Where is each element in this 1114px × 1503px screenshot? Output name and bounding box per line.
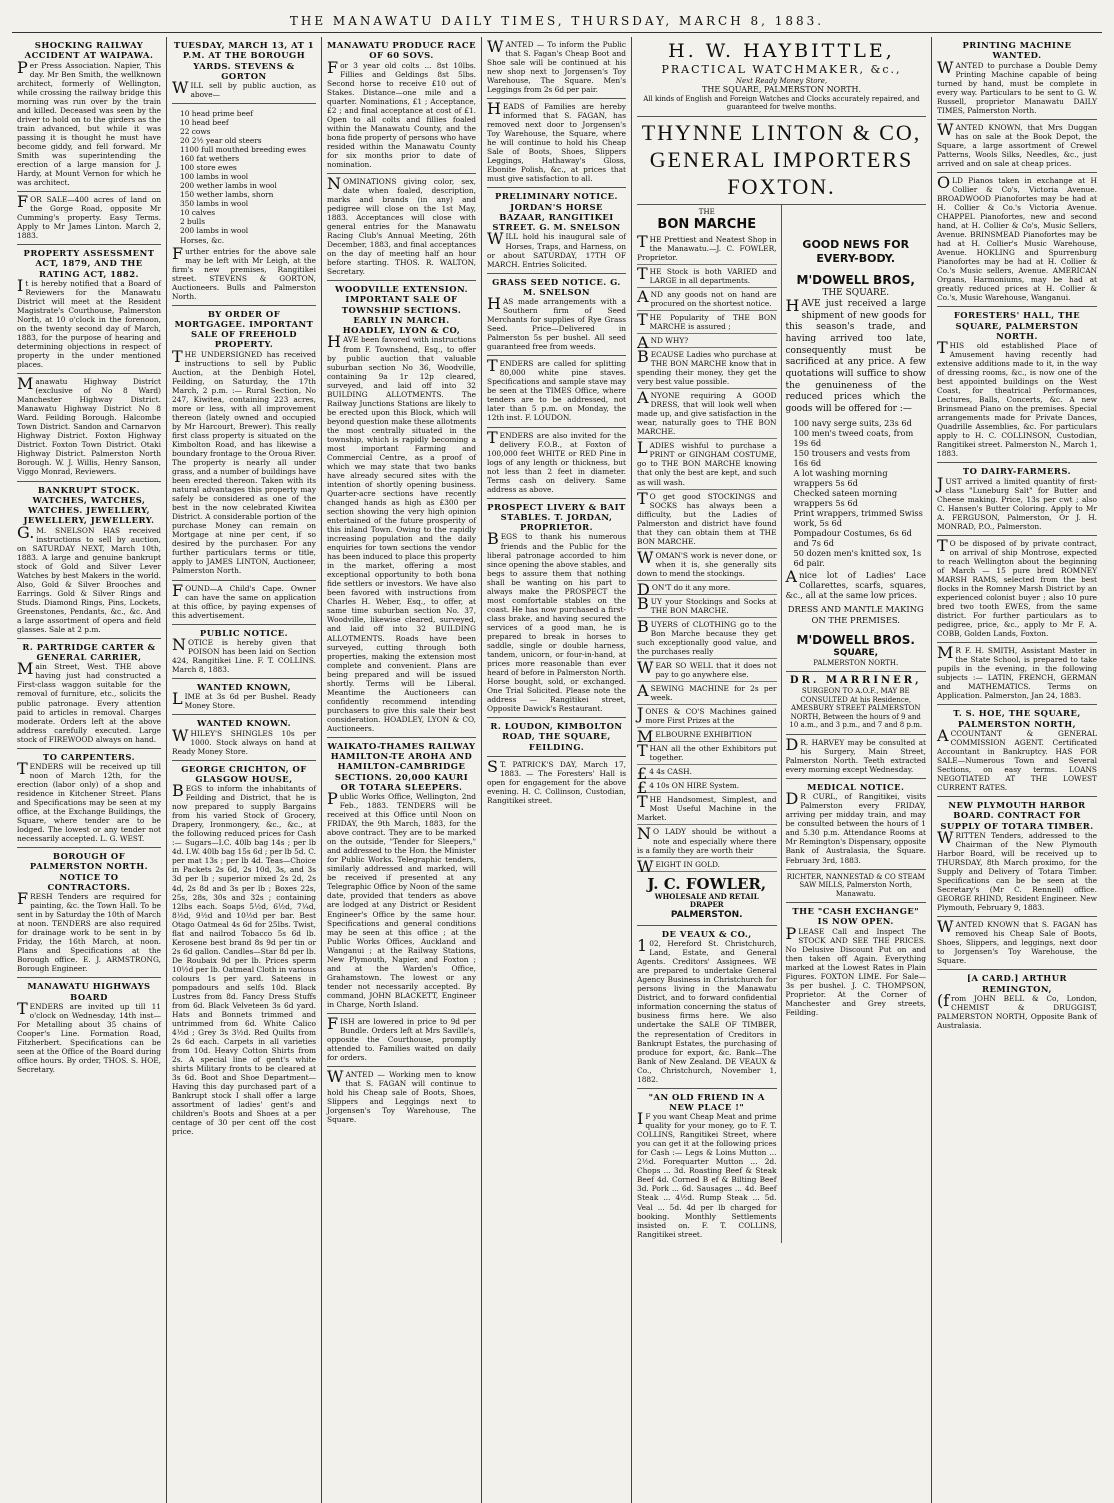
- ad-title: R. PARTRIDGE CARTER & GENERAL CARRIER,: [22, 641, 156, 663]
- col1-ad: [17, 749, 161, 849]
- ad-body: JUST arrived a limited quantity of first-class "Luneburg Salt" for Butter and Cheese making. Price, 13s per cwt ; also C. Hansen's Butter Coloring. Apply to Mr A. FERGUSON, Palmerston, Or J. H. MONRAD, P.O., Palmerston.: [937, 473, 1097, 531]
- col4-ad: [487, 499, 626, 718]
- ad-title: T. S. HOE, THE SQUARE, PALMERSTON NORTH,: [953, 708, 1081, 729]
- medical-ad: [786, 779, 927, 870]
- bon-item: WOMAN'S work is never done, or when it is, she generally sits down to mend the stockings.: [637, 549, 777, 581]
- ad-body: BEGS to thank his numerous friends and the Public for the liberal patronage accorded to him since opening the above stables, and begs to assure them that nothing shall be wanting on his part to always make the PROSPECT the most comfortable stables on the coast. He has now purchased a first-class brake, and having secured the services of a good man, he is prepared to break in horses to saddle, single or double harness, tandem, unicorn, or four-in-hand, at prices more reasonable than ever heard of before in Palmerston North. Horse bought, sold, or exchanged. One Trial Solicited. Please note the address — Rangitikei street, Opposite Dawick's Restaurant.: [487, 529, 626, 714]
- ad-title: BY ORDER OF MORTGAGEE. IMPORTANT SALE OF FREEHOLD PROPERTY.: [174, 308, 314, 350]
- ad-body: Public Works Office, Wellington, 2nd Feb., 1883. TENDERS will be received at this Office until Noon on FRIDAY, the 9th March, 1883, for the above contract. They are to be marked on the outside, "Tender for Sleepers," and addressed to the Hon. the Minister for Public Works. Telegraphic tenders, similarly addressed and marked, will be received if presented at any Telegraphic Office by Noon of the same date, provided that tenders as above are lodged at any District or Resident Engineer's Office by the same hour. Specifications and general conditions may be seen at this office ; at the Public Works Offices, Auckland and Wanganui ; at the Railway Stations, New Plymouth, Napier, and Foxton ; and at the Warden's Office, Grahamstown. The lowest or any tender not necessarily accepted. By command, JOHN BLACKETT, Engineer in Charge, North Island.: [327, 789, 476, 1009]
- cash-title: THE "CASH EXCHANGE" IS NOW OPEN.: [792, 906, 920, 927]
- col2-ad: [172, 679, 316, 715]
- richter-body: RICHTER, NANNESTAD & CO STEAM SAW MILLS, Palmerston North, Manawatu.: [786, 872, 925, 898]
- good-news-item: Pompadour Costumes, 6s 6d and 7s 6d: [793, 527, 912, 548]
- col2-ad: [172, 104, 316, 306]
- ad-body: TENDERS are also invited for the delivery F.O.B., at Foxton of 100,000 feet WHITE or RED Pine in logs of any length or thickness, but not less than 2 feet in diameter. Terms cash on delivery. Same address as above.: [487, 427, 626, 494]
- col3-ad: [327, 37, 476, 174]
- richter-ad: [786, 870, 927, 904]
- ad-body: TENDERS are invited up till 11 o'clock on Wednesday, 14th inst— For Metalling about 35 chains of Cooper's Line. Formation Road, Fitzherbert. Specifications can be seen at the Office of the Board during office hours. By order, THOS. S. HOE, Secretary.: [17, 998, 161, 1075]
- ad-body: It is hereby notified that a Board of Reviewers for the Manawatu District will meet at the Resident Magistrate's Courthouse, Palmerston North, at 10 o'clock in the forenoon, on the twenty second day of March, 1883, for the purpose of hearing and determining objections in respect of property in the under mentioned places.: [17, 275, 161, 370]
- ad-body: Per Press Association. Napier, This day. Mr Ben Smith, the wellknown architect, formerly of Wellington, while crossing the railway bridge this morning was run over by the train and killed. Deceased was seen by the driver to hold on to the girders as the train advanced, but while it was passing it is thought he must have become giddy, and fell forward. Mr Smith was superintending the erection of a large mansion for J. Hardy, at Mount Vernon for which he was architect.: [17, 57, 161, 187]
- ad-title: BANKRUPT STOCK. WATCHES, WATCHES, WATCHES. JEWELLERY, JEWELLERY, JEWELLERY.: [23, 484, 155, 526]
- list-item: Horses, &c.: [180, 235, 225, 245]
- deveaux-ad: [637, 926, 777, 1089]
- col2-ad: [172, 761, 316, 1141]
- ad-body: HAVE been favored with instructions from F. Townshend, Esq., to offer by public auction that valuable suburban section No 36, Woodville, containing 9a 1r 12p cleared, surveyed, and laid off into 32 BUILDING ALLOTMENTS. The Railway Junctions Stations are likely to be erected upon this Block, which will beyond question make these allotments the most centrally situated in the township, which is rapidly becoming a most important Farming and Commercial Centre, as a proof of which we may state that two banks have already secured sites with the intention of shortly opening business. Quarter-acre sections have recently changed hands as high as £300 per section showing the very high opinion entertained of the future prosperity of this inland Town. Owing to the rapidly increasing population and the daily enquiries for town sections the vendor has been induced to place this property in the market, offering a most exceptional opportunity to both bona fide settlers or investors. We have also been favored with instructions from Charles H. Weber, Esq., to offer, at same time suburban section No. 37, Woodville, likewise cleared, surveyed, and laid off into 32 BUILDING ALLOTMENTS. Roads have been surveyed, cutting through both properties, making the extension most complete and convenient. Plans are being prepared and will be issued shortly. Terms will be Liberal. Meantime the Auctioneers can confidently recommend intending purchasers to give this sale their best consideration. HOADLEY, LYON & CO, Auctioneers.: [327, 332, 476, 733]
- list-item: 200 lambs in wool: [180, 226, 249, 236]
- col6-ad: [937, 970, 1097, 1034]
- haybittle-addr1: Next Ready Money Store,: [735, 76, 828, 85]
- col1-ad: [17, 374, 161, 481]
- fowler-name: J. C. FOWLER,: [647, 874, 767, 893]
- good-news-item: A lot washing morning wrappers 5s 6d: [793, 467, 888, 488]
- ad-body: Main Street, West. THE above having just had constructed a First-class waggon suitable for the removal of furniture, etc., solicits the public patronage. Every attention paid to articles in removal. Charges moderate. Orders left at the above address carefully executed. Large stock of FIREWOOD always on hand.: [17, 659, 161, 744]
- list-item: 100 store ewes: [180, 163, 237, 173]
- bon-item: £4 4s CASH.: [637, 765, 777, 779]
- col1-ad: [17, 639, 161, 749]
- ad-list: [172, 109, 316, 244]
- mcdowell-addr: THE SQUARE.: [822, 287, 890, 298]
- haybittle-ad: [637, 37, 926, 117]
- bon-item: LADIES wishful to purchase a PRINT or GINGHAM COSTUME, go to THE BON MARCHE knowing that only the best are kept, and such as will wash.: [637, 439, 777, 489]
- col4-ad: [487, 428, 626, 499]
- good-news-tail: Anice lot of Ladies' Lace Collarettes, scarfs, squares, &c., all at the same low prices.: [785, 566, 926, 601]
- ad-body: WANTED to purchase a Double Demy Printing Machine capable of being turned by hand, must be complete in every way. Particulars to be sent to G. W. Russell, proprietor Manawatu DAILY TIMES, Palmerston North.: [937, 57, 1097, 115]
- ad-title: MANAWATU HIGHWAYS BOARD: [27, 981, 151, 1002]
- ad-title: BOROUGH OF PALMERSTON NORTH. NOTICE TO CONTRACTORS.: [29, 851, 149, 892]
- ad-body: TO be disposed of by private contract, on arrival of ship Montrose, expected to reach Wellington about the beginning of March — 15 pure bred ROMNEY MARSH RAMS, selected from the best flocks in the Romney Marsh District by an experienced colonist buyer ; also 10 pure bred two tooth EWES, from the same district. For further particulars as to pedigree, price, &c., apply to Mr F. A. COBB, Golden Lands, Foxton.: [937, 535, 1097, 639]
- cash-body: PLEASE Call and Inspect The STOCK AND SEE THE PRICES. No Delusive Discount Put on and then taken off Again. Everything marked at the Lowest Rates in Plain Figures. FOXTON LIME. For Sale—3s per bushel. J. C. THOMPSON, Proprietor. At the Corner of Manchester and Grey streets, Feilding.: [785, 923, 926, 1017]
- ad-title: MANAWATU PRODUCE RACE OF 60 SOVS.: [327, 40, 476, 61]
- list-item: 160 fat wethers: [180, 154, 240, 164]
- ad-body: WANTED KNOWN that S. FAGAN has removed his Cheap Sale of Boots, Shoes, Slippers, and leggings, next door to Jorgensen's Toy Warehouse, the Square.: [937, 917, 1097, 966]
- bon-marche-ad: [637, 205, 777, 926]
- ad-body: FOR SALE—400 acres of land on the Gorge Road, opposite Mr Cumming's property. Easy Terms. Apply to Mr James Linton. March 2, 1883.: [17, 191, 161, 241]
- good-news-item: 100 navy serge suits, 23s 6d: [793, 417, 912, 428]
- col1-ad: [17, 848, 161, 978]
- ad-body: LIME at 3s 6d per Bushel. Ready Money Store.: [172, 689, 316, 711]
- ad-body: WANTED — Working men to know that S. FAGAN will continue to hold his Cheap sale of Boots, Shoes, Slippers and Leggings next to Jorgensen's Toy Warehouse, The Square.: [327, 1067, 476, 1125]
- ad-body: WILL sell by public auction, as above—: [172, 78, 316, 100]
- ad-body: WILL hold his inaugural sale of Horses, Traps, and Harness, on or about SATURDAY, 17TH OF MARCH. Entries Solicited.: [487, 229, 626, 269]
- ad-body: FRESH Tenders are required for painting, &c. the Town Hall. To be sent in by Saturday the 10th of March at noon. TENDERS are also required for drainage work to be sent in by Friday, the 16th March, at noon. Plans and Specifications at the Borough office. E. J. ARMSTRONG, Borough Engineer.: [17, 889, 161, 974]
- mcdowell-town: PALMERSTON NORTH.: [813, 658, 899, 667]
- fowler-line2: WHOLESALE AND RETAIL DRAPER: [654, 891, 759, 910]
- bon-title: BON MARCHE: [657, 216, 757, 232]
- ad-body: ACCOUNTANT & GENERAL COMMISSION AGENT. Certificated Accountant in Bankruptcy. HAS FOR SALE—Numerous Town and Several Sections, on easy terms. LOANS NEGOTIATED AT THE LOWEST CURRENT RATES.: [937, 725, 1097, 793]
- thynne-line2: GENERAL IMPORTERS: [649, 146, 914, 172]
- thynne-line1: THYNNE LINTON & CO,: [641, 119, 922, 145]
- bon-items: [637, 231, 777, 876]
- fowler-line3: PALMERSTON.: [670, 909, 743, 920]
- ad-body: THIS old established Place of Amusement having recently had extensive additions made to it, in the way of dressing rooms, &c., is now one of the best appointed buildings on the West Coast, for theatrical Performances, Lectures, Balls, Concerts, &c. A new Brinsmead Piano on the premises. Special arrangements made for Private Dances, Quadrille Assemblies, &c. For particulars apply to H. C. COLLINSON, Custodian, Rangitikei street. Palmerston N., March 1, 1883.: [937, 338, 1097, 459]
- good-news-body: HAVE just received a large shipment of new goods for this season's trade, and having arrived too late, consequently must be sacrificed at any price. A few quotations will suffice to show the genuineness of the reduced prices which the goods will be offered for :—: [785, 295, 926, 414]
- col5-right: [782, 205, 927, 1242]
- list-item: 350 lambs in wool: [180, 199, 249, 209]
- col6-ad: [937, 536, 1097, 643]
- haybittle-body: All kinds of English and Foreign Watches and Clocks accurately repaired, and guaranteed for twelve months.: [643, 94, 920, 112]
- ad-title: WOODVILLE EXTENSION. IMPORTANT SALE OF TOWNSHIP SECTIONS. EARLY IN MARCH. HOADLEY, LYON & CO,: [334, 284, 469, 336]
- masthead: THE MANAWATU DAILY TIMES, THURSDAY, MARCH 8, 1883.: [12, 14, 1102, 33]
- col2-ad: [172, 715, 316, 760]
- list-item: 100 lambs in wool: [180, 172, 249, 182]
- bon-item: ANYONE requiring A GOOD DRESS, that will look well when made up, and give satisfaction in the wear, naturally goes to THE BON MARCHE.: [637, 389, 777, 439]
- bon-item: THAN all the other Exhibitors put together.: [637, 742, 777, 765]
- ad-body: BEGS to inform the inhabitants of Feilding and District, that he is now prepared to supply Bargains from his varied Stock of Grocery, Drapery, Ironmongery, &c., &c., at the following reduced prices for Cash :— Sugars—I.C. 40lb bag 14s ; per lb 4d. I.W. 40lb bag 15s 6d ; per lb 5d. C. per mat 13s ; per lb 4d. Teas—Choice in Packets 2s 6d, 2s 10d, 3s, and 3s 3d per lb ; superior mixed 2s 2d, 2s 4d, 2s 8d and 3s per lb ; Boxes 22s, 25s, 28s, 30s and 32s ; containing 12lbs each. Soaps 5½d, 6½d, 7¼d, 8½d, 9½d and 10½d per bar. Best Otago Oatmeal 4s 6d for 25lbs. Twist, flat and nailrod Tobacco 5s 6d lb. Kerosene best brand 8s 9d per tin or 2s 6d gallon. Candles—Star 8d per lb. De Roubaix 9d per lb. Prices sperm 10½d per lb. Oatmeal Cloth in various colours 1s per yard. Sateens in pompadours and selfs 10d. Black Lustres from 8d. Fancy Dress Stuffs from 6d. Black Velveteen 3s 6d yard. Hats and Bonnets trimmed and untrimmed from 6d. White Calico 4½d ; Grey 3s 3½d. Red Quilts from 2s 6d each. Carpets in all varieties from 10d. Heavy Cotton Shirts from 2s. A special line of gent's white shirts Military fronts to be cleared at 3s 6d. Boot and Shoe Department—Having this day purchased part of a Bankrupt stock I shall offer a large assortment of ladies' gent's and children's Boots and Shoes at a per centage of 30 per cent off the cost price.: [172, 781, 316, 1137]
- ad-body: NOMINATIONS giving color, sex, date when foaled, description, marks and brands (in any) and pedigree will close on the 1st May, 1883. Acceptances will close with general entries for the Manawatu Racing Club's Annual Meeting, 26th December, 1883, and final acceptances on the day of meeting half an hour before starting. THOS. R. WALTON, Secretary.: [327, 173, 476, 277]
- bon-item: WEAR SO WELL that it does not pay to go anywhere else.: [637, 659, 777, 682]
- col3-ad: [327, 281, 476, 738]
- col4-ad: [487, 99, 626, 188]
- col1-ad: [17, 978, 161, 1078]
- medical-body: DR CURL, of Rangitikei, visits Palmerston every FRIDAY, arriving per midday train, and may be consulted between the hours of 1 and 5.30 p.m. Attendance Rooms at Mr Remington's Dispensary, opposite Bank of Australasia, the Square. February 3rd, 1883.: [785, 789, 926, 865]
- bon-item: DON'T do it any more.: [637, 581, 777, 595]
- good-news-item: 150 trousers and vests from 16s 6d: [793, 447, 911, 468]
- col4-ad: [487, 274, 626, 357]
- ad-title: TO CARPENTERS.: [42, 751, 136, 762]
- col1-ad: [17, 192, 161, 245]
- list-item: 10 head beef: [180, 118, 229, 128]
- col1-ad: [17, 37, 161, 192]
- ad-title: NEW PLYMOUTH HARBOR BOARD. CONTRACT FOR SUPPLY OF TOTARA TIMBER.: [940, 800, 1094, 831]
- col4-ad: [487, 757, 626, 809]
- bon-item: THE Handsomest, Simplest, and Most Useful Machine in the Market.: [637, 793, 777, 825]
- col3-ad: [327, 1014, 476, 1067]
- deveaux-title: DE VEAUX & CO.,: [661, 928, 752, 939]
- col6-ad: [937, 917, 1097, 970]
- col1-ad: [17, 482, 161, 639]
- good-news-item: Checked sateen morning wrappers 5s 6d: [793, 487, 898, 508]
- col5-split: [637, 205, 926, 1242]
- ad-title: GEORGE CRICHTON, OF GLASGOW HOUSE,: [181, 763, 307, 784]
- ad-title: R. LOUDON, KIMBOLTON ROAD, THE SQUARE, FEILDING.: [490, 721, 623, 752]
- list-item: 200 wether lambs in wool: [180, 181, 277, 191]
- bon-item: MELBOURNE EXHIBITION: [637, 728, 777, 742]
- marriner-ad: [786, 672, 927, 735]
- marriner-body: SURGEON TO A.O.F., MAY BE CONSULTED At his Residence, AMESBURY STREET PALMERSTON NORTH, Between the hours of 9 and 10 a.m., and 3 p.m., and 7 and 8 p.m.: [789, 687, 923, 730]
- ad-title: SHOCKING RAILWAY ACCIDENT AT WAIPAWA.: [24, 40, 154, 61]
- list-item: 10 calves: [180, 208, 216, 218]
- column-1: [12, 37, 167, 1503]
- column-5: [632, 37, 932, 1503]
- bon-item: AND WHY?: [637, 334, 777, 348]
- col3-ad: [327, 1067, 476, 1128]
- bon-item: NO LADY should be without a note and especially where there is a family they are worth their: [637, 825, 777, 857]
- list-item: 150 wether lambs, shorn: [180, 190, 274, 200]
- col2-ad: [172, 306, 316, 581]
- ad-body: TENDERS will be received up till noon of March 12th, for the erection (labor only) of a shop and residence in Kitchener Street. Plans and Specifications may be seen at my office, at the Exchange Buildings, the Square, where tender are to be lodged. The lowest or any tender not necessarily accepted. L. G. WEST.: [17, 758, 161, 844]
- column-6: [932, 37, 1102, 1503]
- good-news-item: Print wrappers, trimmed Swiss work, 5s 6d: [793, 507, 923, 528]
- ad-title: PRELIMINARY NOTICE. JORDAN'S HORSE BAZAAR, RANGITIKEI STREET. G. M. SNELSON: [492, 191, 621, 233]
- col6-ad: [937, 173, 1097, 307]
- col6-ad: [937, 643, 1097, 705]
- harvey-body: DR. HARVEY may be consulted at his Surgery, Main Street, Palmerston North. Teeth extracted every morning except Wednesday.: [785, 734, 926, 774]
- mcdowell-firm-2: M'DOWELL BROS.: [796, 632, 915, 647]
- ad-body: G.M. SNELSON HAS received instructions to sell by auction, on SATURDAY NEXT, March 10th, 1883. A large and genuine bankrupt stock of Gold and Silver Lever Watches by best Makers in the world. Also, Gold & Silver Brooches and Earrings. Gold & Silver Rings and Studs. Diamond Rings, Pins, Lockets, Greenstones, Pendants, &c., &c. And a large assortment of opera and field glasses. Sale at 2 p.m.: [17, 522, 161, 634]
- ad-title: PROSPECT LIVERY & BAIT STABLES. T. JORDAN, PROPRIETOR.: [487, 501, 626, 533]
- col4-ad: [487, 188, 626, 273]
- bon-item: THE Popularity of THE BON MARCHE is assured ;: [637, 311, 777, 334]
- col2-ad: [172, 581, 316, 625]
- deveaux-body: 102, Hereford St. Christchurch, Land, Estate, and General Agents. Creditors' Assignees. WE are prepared to undertake General Agency Business in Christchurch for persons living in the Manawatu District, and to forward confidential information concerning the status of business firms here. We also undertake the SALE OF TIMBER, the representation of Creditors in Bankrupt Estates, the purchasing of produce for export, &c. Bank—The Bank of New Zealand. DE VEAUX & Co., Christchurch, November 1, 1882.: [637, 936, 777, 1084]
- col6-ad: [937, 705, 1097, 797]
- col4-ad: [487, 718, 626, 757]
- haybittle-trade: PRACTICAL WATCHMAKER, &c.,: [661, 63, 902, 77]
- col6-ad: [937, 307, 1097, 463]
- ad-body: WRITTEN Tenders, addressed to the Chairman of the New Plymouth Harbor Board, will be received up to THURSDAY, 8th March proximo, for the Supply and Delivery of Totara Timber. Specifications can be be seen at the Secretary's (Mr C. Rennell) office. GEORGE RHIND, Resident Engineer. New Plymouth, February 9, 1883.: [937, 827, 1097, 913]
- ad-body: ST. PATRICK'S DAY, March 17, 1883. — The Foresters' Hall is open for engagement for the above evening. H. C. Collinson, Custodian, Rangitikei street.: [487, 756, 626, 805]
- good-news-ad: [786, 205, 927, 672]
- ad-body: Manawatu Highway District (exclusive of No 8 Ward) Manchester Highway District. Manawatu Highway District No 8 Ward. Feilding Borough. Halcombe Town District. Sandon and Carnarvon Highway District. Foxton Highway District. Foxton Town District. Otaki Highway District. Palmerston North Borough. W. J. Willis, Henry Sanson, Viggo Monrad, Reviewers.: [17, 374, 161, 477]
- col6-ad: [937, 463, 1097, 535]
- mcdowell-firm: M'DOWELL BROS,: [796, 273, 915, 288]
- col6-ad: [937, 797, 1097, 917]
- ad-title: FORESTERS' HALL, THE SQUARE, PALMERSTON NORTH.: [953, 310, 1081, 341]
- harvey-ad: [786, 735, 927, 779]
- col1-ad: [17, 245, 161, 374]
- list-item: 1100 full mouthed breeding ewes: [180, 145, 306, 155]
- ad-body: OLD Pianos taken in exchange at H Collier & Co's, Victoria Avenue. BROADWOOD Pianofortes may be had at H. Collier & Co.'s Victoria Avenue. CHAPPEL Pianofortes, new and second hand, at H. Collier & Co's, Music Sellers, Avenue. BRINSMEAD Pianofortes may be had at H. Collier's Music Warehouse, Avenue. HOKLING and Spurrenburg Pianofortes may be had at H. Collier & Co.'s Music sellers, Avenue. AMERICAN Organs, Harmoniums, may be had at greatly reduced prices at H. Collier & Co.'s, Music Warehouse, Wanganui.: [937, 172, 1097, 303]
- ad-body: WANTED — To inform the Public that S. Fagan's Cheap Boot and Shoe sale will be continued at his new shop next to Jorgensen's Toy Warehouse, The Square. Men's Leggings from 2s 6d per pair.: [487, 37, 626, 95]
- ad-body: THE UNDERSIGNED has received instructions to sell by Public Auction, at the Denbigh Hotel, Feilding, on Saturday, the 17th March, 2 p.m. :— Rural Section, No 247, Kiwitea, containing 223 acres, more or less, with all improvement thereon (lately owned and occupied by Mr Harcourt, Brewer). This really first class property is situated on the Kimbolton Road, and has likewise a boundary frontage to the Oroua River. The property is nearly all under grass, and a number of buildings have been erected thereon. Taken with its natural advantages this property may safely be considered as one of the best in the now celebrated Kiwitea District. A considerable portion of the purchase Money can remain on Mortgage at nine per cent, if so desired by the purchaser. For any further particulars terms or title, apply to JAMES LINTON, Auctioneer, Palmerston North.: [172, 346, 316, 576]
- collins-title: "AN OLD FRIEND IN A NEW PLACE !": [648, 1091, 765, 1112]
- col5-left: [637, 205, 782, 1242]
- dress-notice: DRESS AND MANTLE MAKING ON THE PREMISES.: [787, 604, 924, 625]
- bon-item: BUY your Stockings and Socks at THE BON MARCHE.: [637, 595, 777, 618]
- ad-title: WANTED KNOWN,: [197, 682, 291, 692]
- medical-title: MEDICAL NOTICE.: [807, 782, 905, 793]
- mcdowell-square: SQUARE,: [833, 647, 879, 658]
- col3-ad: [327, 738, 476, 1014]
- ad-body: (from JOHN BELL & Co, London, CHEMIST & DRUGGIST, PALMERSTON NORTH, Opposite Bank of Australasia.: [937, 990, 1097, 1030]
- good-news-list: [786, 418, 927, 568]
- bon-item: THE Stock is both VARIED and LARGE in all departments.: [637, 265, 777, 288]
- haybittle-addr2: THE SQUARE, PALMERSTON NORTH.: [702, 85, 861, 95]
- list-item: 2 bulls: [180, 217, 206, 227]
- ad-body: FOUND—A Child's Cape. Owner can have the same on application at this office, by paying expenses of this advertisement.: [172, 580, 316, 620]
- ad-body: HAS made arrangements with a Southern firm of Seed Merchants for supplies of Rye Grass Seed. Price—Delivered in Palmerston 5s per bushel. All seed guaranteed free from weeds.: [487, 294, 626, 352]
- ad-body: TENDERS are called for splitting 80,000 white pine staves. Specifications and sample stave may be seen at the TIMES Office, where tenders are to be addressed, not later than 5 p.m. on Monday, the 12th inst. F. LOUDON.: [487, 356, 626, 423]
- bon-item: THE Prettiest and Neatest Shop in the Manawatu.—J. C. FOWLER, Proprietor.: [637, 233, 777, 265]
- column-4: [482, 37, 632, 1503]
- collins-body: IF you want Cheap Meat and prime quality for your money, go to F. T. COLLINS, Rangitikei Street, where you can get it at the following prices for Cash :— Legs & Loins Mutton ... 2½d. Forequarter Mutton ... 2d. Chops ... 3d. Roasting Beef & Steak Beef 4d. Corned B ef & Bilting Beef 3d. Pork ... 6d. Sausages ... 4d. Beef Steak ... 4½d. Rump Steak ... 5d. Veal ... 5d. 4d per lb charged for booking. Monthly Settlements insisted on. F. T. COLLINS, Rangitikei street.: [637, 1109, 777, 1239]
- ad-body: FISH are lowered in price to 9d per Bundle. Orders left at Mrs Saville's, opposite the Courthouse, promptly attended to. Families waited on daily for orders.: [327, 1013, 476, 1062]
- list-item: 20 2½ year old steers: [180, 136, 262, 146]
- col2-ad: [172, 625, 316, 679]
- ad-body: NOTICE is hereby given that POISON has been laid on Section 424, Rangitikei Line. F. T. COLLINS. March 8, 1883.: [172, 634, 316, 674]
- col4-ad: [487, 37, 626, 99]
- bon-item: AND any goods not on hand are procured on the shortest notice.: [637, 288, 777, 311]
- col4-ad: [487, 356, 626, 427]
- thynne-ad: [637, 117, 926, 205]
- ad-body: WHILEY'S SHINGLES 10s per 1000. Stock always on hand at Ready Money Store.: [172, 725, 316, 756]
- ad-title: WAIKATO-THAMES RAILWAY HAMILTON-TE AROHA AND HAMILTON-CAMBRIDGE SECTIONS. 20,000 KAURI OR TOTARA SLEEPERS.: [327, 740, 476, 792]
- collins-ad: [637, 1089, 777, 1243]
- ad-title: WANTED KNOWN.: [197, 718, 291, 729]
- good-news-title: GOOD NEWS FOR EVERY-BODY.: [802, 238, 910, 265]
- thynne-line3: FOXTON.: [727, 173, 836, 199]
- list-item: 10 head prime beef: [180, 109, 253, 119]
- bon-pre: THE: [698, 208, 715, 217]
- ad-title: GRASS SEED NOTICE. G. M. SNELSON: [492, 276, 621, 297]
- ad-body: MR F. H. SMITH, Assistant Master in the State School, is prepared to take pupils in the evening, in the following subjects :— LATIN, FRENCH, GERMAN and MATHEMATICS. Terms on Application. Palmerston, Jan 24, 1883.: [937, 643, 1097, 701]
- good-news-item: 50 dozen men's knitted sox, 1s 6d pair.: [793, 547, 922, 568]
- cash-exchange-ad: [786, 903, 927, 1021]
- bon-item: BECAUSE Ladies who purchase at THE BON MARCHE know that in spending their money, they get the very best value possible.: [637, 348, 777, 389]
- ad-title: TO DAIRY-FARMERS.: [962, 466, 1072, 477]
- bon-item: WEIGHT IN GOLD.: [637, 858, 777, 872]
- ad-title: PRINTING MACHINE WANTED.: [962, 40, 1072, 61]
- bon-item: BUYERS of CLOTHING go to the Bon Marche because they get such exceptionally good value, and the purchases really: [637, 618, 777, 659]
- col6-ad: [937, 120, 1097, 173]
- column-2: [167, 37, 322, 1503]
- bon-item: £4 10s ON HIRE System.: [637, 779, 777, 793]
- col3-ad: [327, 174, 476, 281]
- marriner-title: DR. MARRINER,: [789, 675, 922, 687]
- ad-title: TUESDAY, MARCH 13, AT 1 P.M. AT THE BOROUGH YARDS. STEVENS & GORTON: [173, 40, 315, 81]
- ad-title: PROPERTY ASSESSMENT ACT, 1879, AND THE RATING ACT, 1882.: [23, 248, 155, 279]
- ad-body: Further entries for the above sale may be left with Mr Leigh, at the firm's new premises, Rangitikei street. STEVENS & GORTON, Auctioneers. Bulls and Palmerston North.: [172, 243, 316, 301]
- ad-body: WANTED KNOWN, that Mrs Duggan has on sale at the Book Depot, the Square, a large assortment of Crewel Patterns, Wools Silks, Needles, &c., just arrived and on sale at cheap prices.: [937, 119, 1097, 168]
- ad-body: For 3 year old colts ... 8st 10lbs. Fillies and Geldings 8st 5lbs. Second horse to receive £10 out of Stakes. Distance—one mile and a quarter. Nominations, £1 ; Acceptance, £2 ; and final acceptance at cost of £1. Open to all colts and fillies foaled within the Manawatu County, and the bona fide property of persons who have resided within the Manawatu County for six months prior to date of nomination.: [327, 57, 476, 169]
- list-item: 22 cows: [180, 127, 211, 137]
- ad-title: PUBLIC NOTICE.: [199, 627, 289, 638]
- bon-item: TO get good STOCKINGS and SOCKS has always been a difficulty, but the Ladies of Palmerston and district have found that they can obtain them at THE BON MARCHE.: [637, 490, 777, 549]
- col6-ad: [937, 37, 1097, 120]
- columns: [12, 37, 1102, 1503]
- ad-title: [A CARD.] ARTHUR REMINGTON,: [967, 973, 1067, 994]
- ad-body: HEADS of Families are hereby informed that S. FAGAN, has removed next door to Jorgensen's Toy Warehouse, the Square, where he will continue to hold his Cheap Sale of Boots, Shoes, Slippers Leggings, Hathaway's Gloss, Ebonite Polish, &c., at prices that must give satisfaction to all.: [487, 99, 626, 184]
- haybittle-name: H. W. HAYBITTLE,: [668, 40, 895, 62]
- bon-item: JONES & CO'S Machines gained more First Prizes at the: [637, 705, 777, 728]
- column-3: [322, 37, 482, 1503]
- good-news-item: 100 men's tweed coats, from 19s 6d: [793, 427, 914, 448]
- col2-ad: [172, 37, 316, 104]
- bon-item: ASEWING MACHINE for 2s per week.: [637, 682, 777, 705]
